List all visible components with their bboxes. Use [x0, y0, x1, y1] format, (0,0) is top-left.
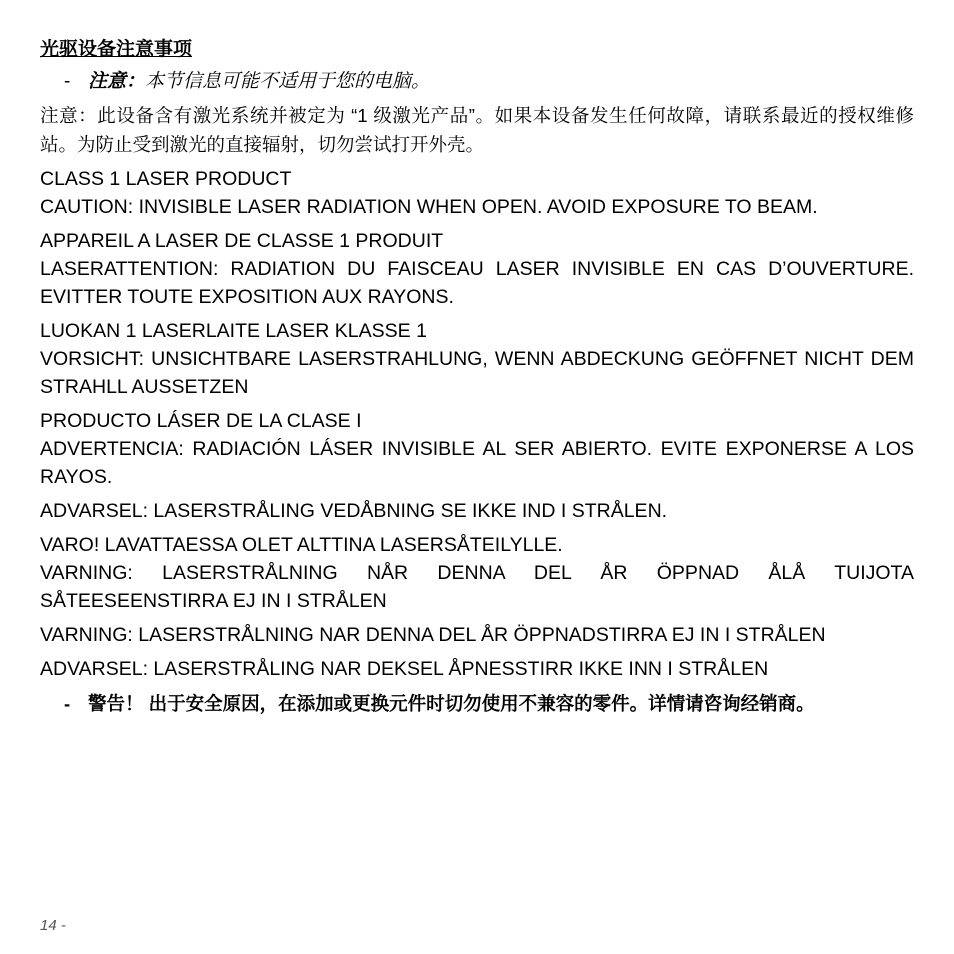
- paragraph-line: LUOKAN 1 LASERLAITE LASER KLASSE 1: [40, 320, 427, 342]
- paragraph-line: CLASS 1 LASER PRODUCT: [40, 168, 292, 190]
- laser-paragraph-no: [40, 655, 914, 683]
- applicability-note: [40, 69, 914, 95]
- paragraph-line: ADVARSEL: LASERSTRÅLING NAR DEKSEL ÅPNESSTIRR IKKE INN I STRÅLEN: [40, 658, 769, 680]
- paragraph-line: VARNING: LASERSTRÅLNING NAR DENNA DEL ÅR ÖPPNADSTIRRA EJ IN I STRÅLEN: [40, 624, 826, 646]
- note-text: 本节信息可能不适用于您的电脑。: [145, 71, 431, 92]
- laser-paragraph-en: [40, 165, 914, 221]
- paragraph-line: VARNING: LASERSTRÅLNING NÅR DENNA DEL ÅR ÖPPNAD ÅLÅ TUIJOTA SÅTEESEENSTIRRA EJ IN I STRÅLEN: [40, 562, 914, 612]
- laser-paragraph-cn: 注意：此设备含有激光系统并被定为 “1 级激光产品”。如果本设备发生任何故障，请联系最近的授权维修站。为防止受到激光的直接辐射，切勿尝试打开外壳。: [40, 105, 914, 155]
- paragraph-line: VARO! LAVATTAESSA OLET ALTTINA LASERSÅTEILYLLE.: [40, 534, 563, 556]
- paragraph-line: ADVARSEL: LASERSTRÅLING VEDÅBNING SE IKKE IND I STRÅLEN.: [40, 500, 668, 522]
- laser-paragraph-da: [40, 497, 914, 525]
- laser-paragraph-fr: [40, 227, 914, 311]
- laser-warning-paragraphs: [40, 101, 914, 683]
- parts-warning: [40, 689, 914, 718]
- paragraph-line: CAUTION: INVISIBLE LASER RADIATION WHEN OPEN. AVOID EXPOSURE TO BEAM.: [40, 196, 818, 218]
- paragraph-line: APPAREIL A LASER DE CLASSE 1 PRODUIT: [40, 230, 444, 252]
- note-label: 注意：: [88, 71, 146, 92]
- laser-paragraph-sv: [40, 621, 914, 649]
- parts-warning-text: 警告！ 出于安全原因，在添加或更换元件时切勿使用不兼容的零件。详情请咨询经销商。: [88, 693, 815, 714]
- bullet-dash: -: [64, 71, 71, 92]
- paragraph-line: VORSICHT: UNSICHTBARE LASERSTRAHLUNG, WENN ABDECKUNG GEÖFFNET NICHT DEM STRAHLL AUSSETZEN: [40, 348, 914, 398]
- paragraph-line: LASERATTENTION: RADIATION DU FAISCEAU LASER INVISIBLE EN CAS D’OUVERTURE. EVITTER TOUTE EXPOSITION AUX RAYONS.: [40, 258, 914, 308]
- section-heading: 光驱设备注意事项: [40, 39, 193, 60]
- paragraph-line: ADVERTENCIA: RADIACIÓN LÁSER INVISIBLE AL SER ABIERTO. EVITE EXPONERSE A LOS RAYOS.: [40, 438, 914, 488]
- laser-paragraph-fi-de: [40, 317, 914, 401]
- laser-paragraph-fi-sv: [40, 531, 914, 615]
- document-page: [40, 37, 914, 718]
- bullet-dash: -: [64, 693, 71, 714]
- paragraph-line: PRODUCTO LÁSER DE LA CLASE I: [40, 410, 362, 432]
- laser-paragraph-es: [40, 407, 914, 491]
- page-number: 14 -: [40, 917, 66, 934]
